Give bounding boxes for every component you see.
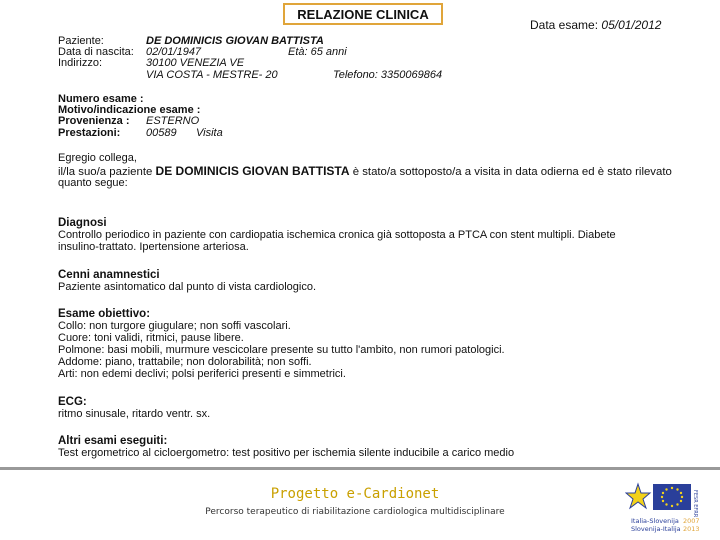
address-street: VIA COSTA - MESTRE- 20: [146, 69, 278, 81]
history-line-1: Paziente asintomatico dal punto di vista cardiologico.: [58, 281, 317, 293]
exam-origin: ESTERNO: [146, 115, 200, 127]
exam-reason-label: Motivo/indicazione esame :: [58, 104, 201, 116]
eu-program-logo: [625, 480, 717, 536]
diagnosis-title: Diagnosi: [58, 217, 107, 229]
patient-age: Età: 65 anni: [288, 46, 347, 58]
diagnosis-line-2: insulino-trattato. Ipertensione arteriosa.: [58, 241, 249, 253]
exam-origin-label: Provenienza :: [58, 115, 130, 127]
exam-number-label: Numero esame :: [58, 93, 144, 105]
exam-date-label: Data esame:: [530, 18, 599, 32]
logo-years-1: 2007: [683, 517, 700, 525]
patient-name-label: Paziente:: [58, 35, 104, 47]
exam-services-label: Prestazioni:: [58, 127, 121, 139]
birth-date: 02/01/1947: [146, 46, 202, 58]
letter-line2: quanto segue:: [58, 177, 128, 189]
project-subtitle: Percorso terapeutico di riabilitazione cardiologica multidisciplinare: [205, 507, 505, 517]
service-name: Visita: [196, 127, 223, 139]
phone-number: Telefono: 3350069864: [333, 69, 443, 81]
ecg-line-1: ritmo sinusale, ritardo ventr. sx.: [58, 408, 211, 420]
ecg-title: ECG:: [58, 396, 87, 408]
other-exams-title: Altri esami eseguiti:: [58, 435, 168, 447]
other-exams-line-1: Test ergometrico al cicloergometro: test positivo per ischemia silente inducibile a carico medio: [58, 447, 515, 459]
letter-greeting: Egregio collega,: [58, 152, 137, 164]
logo-text-2: Slovenija-Italija: [631, 525, 681, 533]
address-label: Indirizzo:: [58, 57, 103, 69]
letter-intro-suffix: è stato/a sottoposto/a a visita in data odierna ed è stato rilevato: [352, 166, 672, 178]
physical-exam-title: Esame obiettivo:: [58, 308, 151, 320]
diagnosis-line-1: Controllo periodico in paziente con cardiopatia ischemica cronica già sottoposta a PTCA con stent multipli. Diabete: [58, 229, 616, 241]
project-title: Progetto e-Cardionet: [270, 486, 440, 502]
exam-date: [530, 18, 661, 32]
exam-date-value: 05/01/2012: [601, 18, 662, 32]
physical-exam-line: Polmone: basi mobili, murmure vescicolare presente su tutto l'ambito, non rumori patologici.: [58, 344, 505, 356]
history-title: Cenni anamnestici: [58, 269, 160, 281]
letter-patient-name: DE DOMINICIS GIOVAN BATTISTA: [155, 164, 350, 178]
physical-exam-line: Arti: non edemi declivi; polsi periferici presenti e simmetrici.: [58, 368, 346, 380]
physical-exam-line: Addome: piano, trattabile; non dolorabilità; non soffi.: [58, 356, 312, 368]
physical-exam-line: Collo: non turgore giugulare; non soffi vascolari.: [58, 320, 291, 332]
report-title: RELAZIONE CLINICA: [283, 3, 443, 25]
service-code: 00589: [146, 127, 177, 139]
letter-intro: [58, 166, 672, 178]
footer: [0, 470, 720, 540]
letter-intro-prefix: il/la suo/a paziente: [58, 166, 153, 178]
logo-side-text: FESR EFRR: [692, 490, 698, 518]
eu-flag-icon: [653, 484, 691, 510]
patient-name: DE DOMINICIS GIOVAN BATTISTA: [146, 35, 324, 47]
physical-exam-line: Cuore: toni validi, ritmici, pause libere.: [58, 332, 244, 344]
logo-years-2: 2013: [683, 525, 700, 533]
logo-text-1: Italia-Slovenija: [631, 517, 679, 525]
star-mark-icon: [626, 484, 650, 508]
birth-date-label: Data di nascita:: [58, 46, 134, 58]
address-city: 30100 VENEZIA VE: [146, 57, 245, 69]
